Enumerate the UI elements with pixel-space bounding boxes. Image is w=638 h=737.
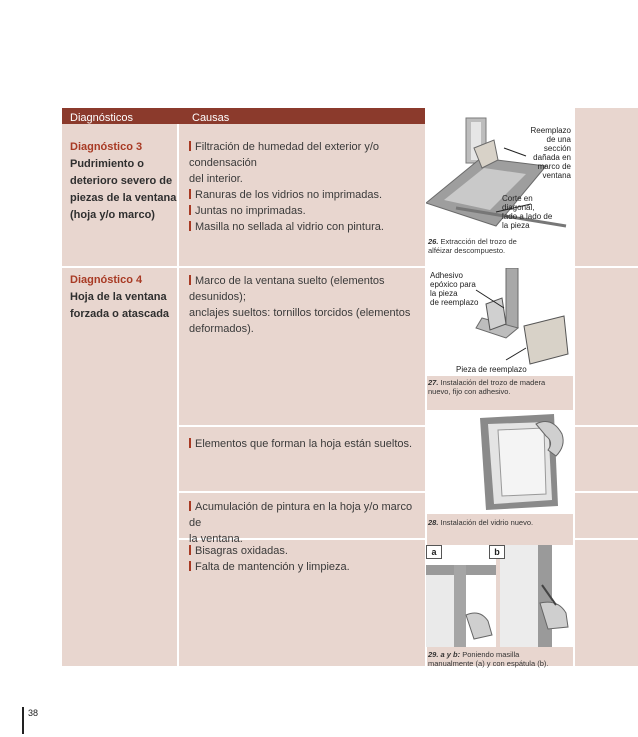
diagnostico-4-title: Diagnóstico 4 — [70, 274, 143, 286]
cause-text: Filtración de humedad del exterior y/o condensación — [189, 141, 380, 169]
page-marker — [22, 707, 24, 734]
cause-text: del interior. — [189, 173, 243, 185]
diagnostico-3-title: Diagnóstico 3 — [70, 141, 143, 153]
figure-27-label-piece: Pieza de reemplazo — [456, 365, 527, 374]
label-line: Adhesivo — [430, 271, 463, 280]
label-line: dañada en — [533, 153, 571, 162]
label-line: Corte en — [502, 194, 533, 203]
diagnostico-3-line: Pudrimiento o — [70, 158, 144, 170]
diagnostico-4-line: Hoja de la ventana — [70, 291, 167, 303]
diagnostico-4-line: forzada o atascada — [70, 308, 170, 320]
label-line: diagonal, — [502, 203, 535, 212]
label-line: Reemplazo — [530, 126, 571, 135]
caption-text: Poniendo masilla — [462, 650, 520, 659]
figure-27-label-glue — [430, 271, 500, 307]
figure-26-label-cut — [502, 194, 572, 230]
cause-text: Acumulación de pintura en la hoja y/o marco de — [189, 501, 413, 529]
label-line: lado a lado de — [502, 212, 553, 221]
label-line: la pieza — [430, 289, 458, 298]
header-diagnosticos: Diagnósticos — [70, 112, 133, 124]
causas-4a — [189, 273, 421, 337]
caption-number: 28. — [428, 518, 439, 527]
figure-26-caption — [428, 237, 572, 255]
page-number: 38 — [28, 708, 39, 718]
diagnostico-3-line: deterioro severo de — [70, 175, 173, 187]
label-line: ventana — [542, 171, 571, 180]
caption-text: manualmente (a) y con espátula (b). — [428, 659, 549, 668]
cause-text: Masilla no sellada al vidrio con pintura. — [195, 221, 384, 233]
caption-text: alféizar descompuesto. — [428, 246, 506, 255]
cause-text: Marco de la ventana suelto (elementos desunidos); — [189, 275, 385, 303]
figure-29b-photo — [500, 545, 573, 647]
cause-text: anclajes sueltos: tornillos torcidos (elementos — [189, 307, 411, 319]
row-diagnostico-3-right — [573, 108, 638, 266]
diagnostico-3-line: piezas de la ventana — [70, 192, 177, 204]
cause-text: Bisagras oxidadas. — [195, 545, 288, 557]
label-line: marco de — [537, 162, 571, 171]
figure-29a-photo — [426, 545, 496, 647]
cause-text: Elementos que forman la hoja están sueltos. — [195, 438, 413, 450]
figure-26-label-replace — [520, 126, 571, 180]
cause-text: deformados). — [189, 323, 254, 335]
caption-number: 26. — [428, 237, 439, 246]
caption-text: Instalación del vidrio nuevo. — [440, 518, 534, 527]
figure-28-photo — [426, 410, 573, 514]
diagnostico-4 — [70, 272, 178, 323]
causas-4b — [189, 436, 421, 452]
figure-28-caption — [428, 518, 572, 527]
label-line: epóxico para — [430, 280, 476, 289]
label-line: de reemplazo — [430, 298, 479, 307]
header-causas: Causas — [192, 112, 230, 124]
caption-number: 29. a y b: — [428, 650, 461, 659]
cause-text: Ranuras de los vidrios no imprimadas. — [195, 189, 383, 201]
diagnostico-3-line: (hoja y/o marco) — [70, 209, 155, 221]
diagnostico-3 — [70, 139, 178, 224]
causas-4d — [189, 543, 421, 575]
figure-27-caption — [428, 378, 572, 396]
label-line: la pieza — [502, 221, 530, 230]
caption-text: Instalación del trozo de madera — [440, 378, 546, 387]
label-line: sección — [543, 144, 571, 153]
caption-number: 27. — [428, 378, 439, 387]
cause-text: la ventana. — [189, 533, 243, 545]
cause-text: Juntas no imprimadas. — [195, 205, 306, 217]
caption-text: Extracción del trozo de — [440, 237, 517, 246]
cause-text: Falta de mantención y limpieza. — [195, 561, 350, 573]
label-line: de una — [546, 135, 571, 144]
figure-29-tag-b: b — [489, 545, 505, 559]
causas-4c — [189, 499, 421, 547]
table-header — [62, 108, 425, 124]
figure-29-tag-a: a — [426, 545, 442, 559]
causas-3 — [189, 139, 421, 235]
caption-text: nuevo, fijo con adhesivo. — [428, 387, 511, 396]
figure-29-caption — [428, 650, 572, 668]
